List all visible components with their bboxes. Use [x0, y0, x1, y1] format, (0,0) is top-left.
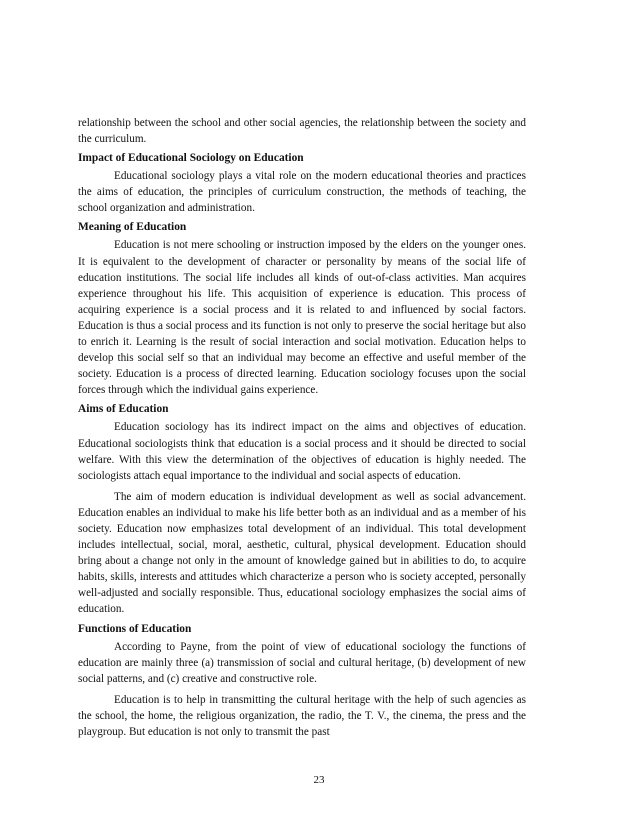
section-meaning [78, 219, 526, 398]
section-impact [78, 150, 526, 216]
intro-paragraph: relationship between the school and other social agencies, the relationship between the society and the curriculum. [78, 117, 526, 146]
body-paragraph: Education is to help in transmitting the cultural heritage with the help of such agencies as the school, the home, the religious organization, the radio, the T. V., the cinema, the press and the playgroup. But education is not only to transmit the past [78, 693, 526, 738]
section-heading: Meaning of Education [78, 221, 187, 234]
section-heading: Aims of Education [78, 403, 169, 416]
page-number: 23 [313, 774, 325, 786]
section-heading: Functions of Education [78, 622, 192, 635]
section-functions [78, 621, 526, 741]
body-paragraph: According to Payne, from the point of view of educational sociology the functions of education are mainly three (a) transmission of social and cultural heritage, (b) development of new social patterns, and (c) creative and constructive role. [78, 640, 526, 685]
section-heading: Impact of Educational Sociology on Education [78, 152, 304, 165]
body-paragraph: Education is not mere schooling or instruction imposed by the elders on the younger ones. It is equivalent to the development of character or personality by means of the social life of education institutions. The social life includes all kinds of out-of-class activities. Man acquires experience throughout his life. This acquisition of experience is education. This process of acquiring experience is a social process and it is related to and influenced by social factors. Education is thus a social process and its function is not only to preserve the social heritage but also to enrich it. Learning is the result of social interaction and social motivation. Education helps to develop this social self so that an individual may become an effective and useful member of the society. Education is a process of directed learning. Education sociology focuses upon the social forces through which the individual gains experience. [78, 239, 526, 397]
body-paragraph: Educational sociology plays a vital role on the modern educational theories and practices the aims of education, the principles of curriculum construction, the methods of teaching, the school organization and administration. [78, 170, 526, 215]
body-paragraph: Education sociology has its indirect impact on the aims and objectives of education. Educational sociologists think that education is a social process and it should be directed to social welfare. With this view the determination of the objectives of education is highly needed. The sociologists attach equal importance to the individual and social aspects of education. [78, 421, 526, 482]
section-aims [78, 401, 526, 617]
body-paragraph: The aim of modern education is individual development as well as social advancement. Education enables an individual to make his life better both as an individual and as a member of his society. Education now emphasizes total development of an individual. This total development includes intellectual, social, moral, aesthetic, cultural, physical development. Education should bring about a change not only in the amount of knowledge gained but in abilities to do, to acquire habits, skills, interests and attitudes which characterize a person who is society accepted, personally well-adjusted and socially responsible. Thus, educational sociology emphasizes the social aims of education. [78, 490, 526, 616]
